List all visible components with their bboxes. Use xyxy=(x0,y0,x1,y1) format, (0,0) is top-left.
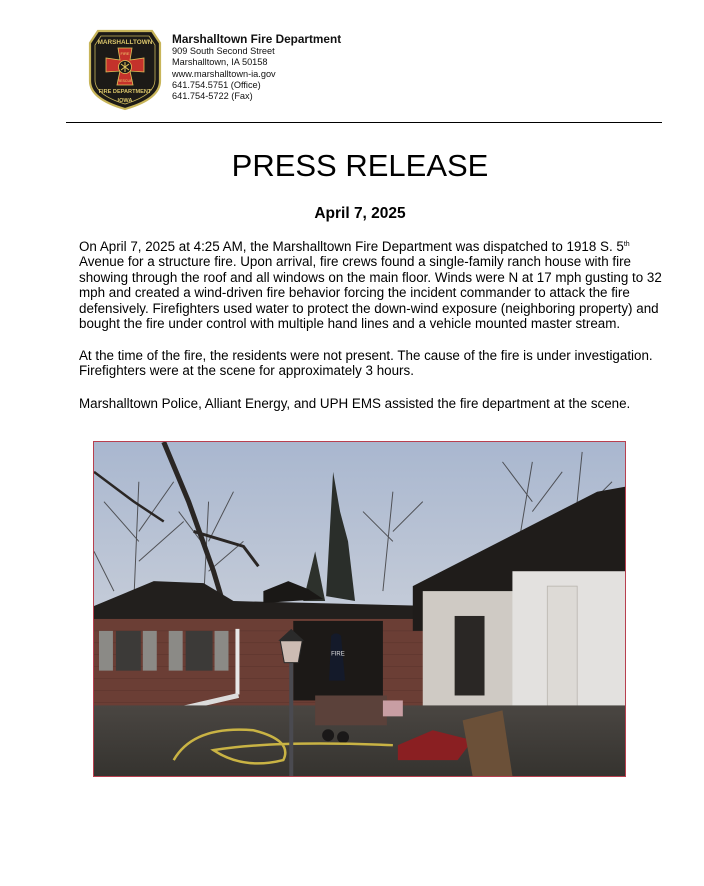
paragraph-status xyxy=(79,348,679,379)
address-city: Marshalltown, IA 50158 xyxy=(172,57,268,68)
paragraph-text: At the time of the fire, the residents were not present. The cause of the fire is under investigation. Firefighters were at the scene for approximately 3 hours. xyxy=(79,348,653,379)
svg-text:RESCUE: RESCUE xyxy=(117,79,133,83)
paragraph-incident xyxy=(79,239,679,331)
firefighter-label: FIRE xyxy=(331,651,345,658)
paragraph-text: Marshalltown Police, Alliant Energy, and UPH EMS assisted the fire department at the scene. xyxy=(79,396,631,411)
address-street: 909 South Second Street xyxy=(172,46,275,56)
page-title: PRESS RELEASE xyxy=(231,148,489,183)
phone-fax: 641.754-5722 (Fax) xyxy=(172,91,253,102)
fire-department-badge-icon xyxy=(88,27,162,111)
website-link[interactable]: www.marshalltown-ia.gov xyxy=(172,68,276,79)
fire-department-logo xyxy=(88,27,162,111)
org-name: Marshalltown Fire Department xyxy=(172,32,342,46)
phone-office: 641.754.5751 (Office) xyxy=(172,79,261,90)
paragraph-text: Avenue for a structure fire. Upon arrival, fire crews found a single-family ranch house with fire showing through the roof and all windows on the main floor. Winds were N at 17 mph gusting to 32 mph and created a wind-driven fire behavior forcing the incident commander to attack the fire defensively. Firefighters used water to protect the down-wind exposure (neighboring property) and bought the fire under control with multiple hand lines and a vehicle mounted master stream. xyxy=(79,254,662,332)
burned-house-image xyxy=(94,442,625,776)
paragraph-assistance xyxy=(79,396,679,411)
letterhead xyxy=(172,32,341,102)
incident-photo xyxy=(93,441,626,777)
ordinal-suffix: th xyxy=(623,241,630,248)
release-date: April 7, 2025 xyxy=(314,205,406,222)
paragraph-text: On April 7, 2025 at 4:25 AM, the Marshalltown Fire Department was dispatched to 1918 S. 5 xyxy=(79,239,624,254)
svg-text:IOWA: IOWA xyxy=(117,98,133,104)
svg-text:FIRE: FIRE xyxy=(120,51,130,56)
svg-text:MARSHALLTOWN: MARSHALLTOWN xyxy=(97,39,153,46)
svg-text:FIRE DEPARTMENT: FIRE DEPARTMENT xyxy=(98,89,152,95)
header-divider xyxy=(66,122,662,123)
